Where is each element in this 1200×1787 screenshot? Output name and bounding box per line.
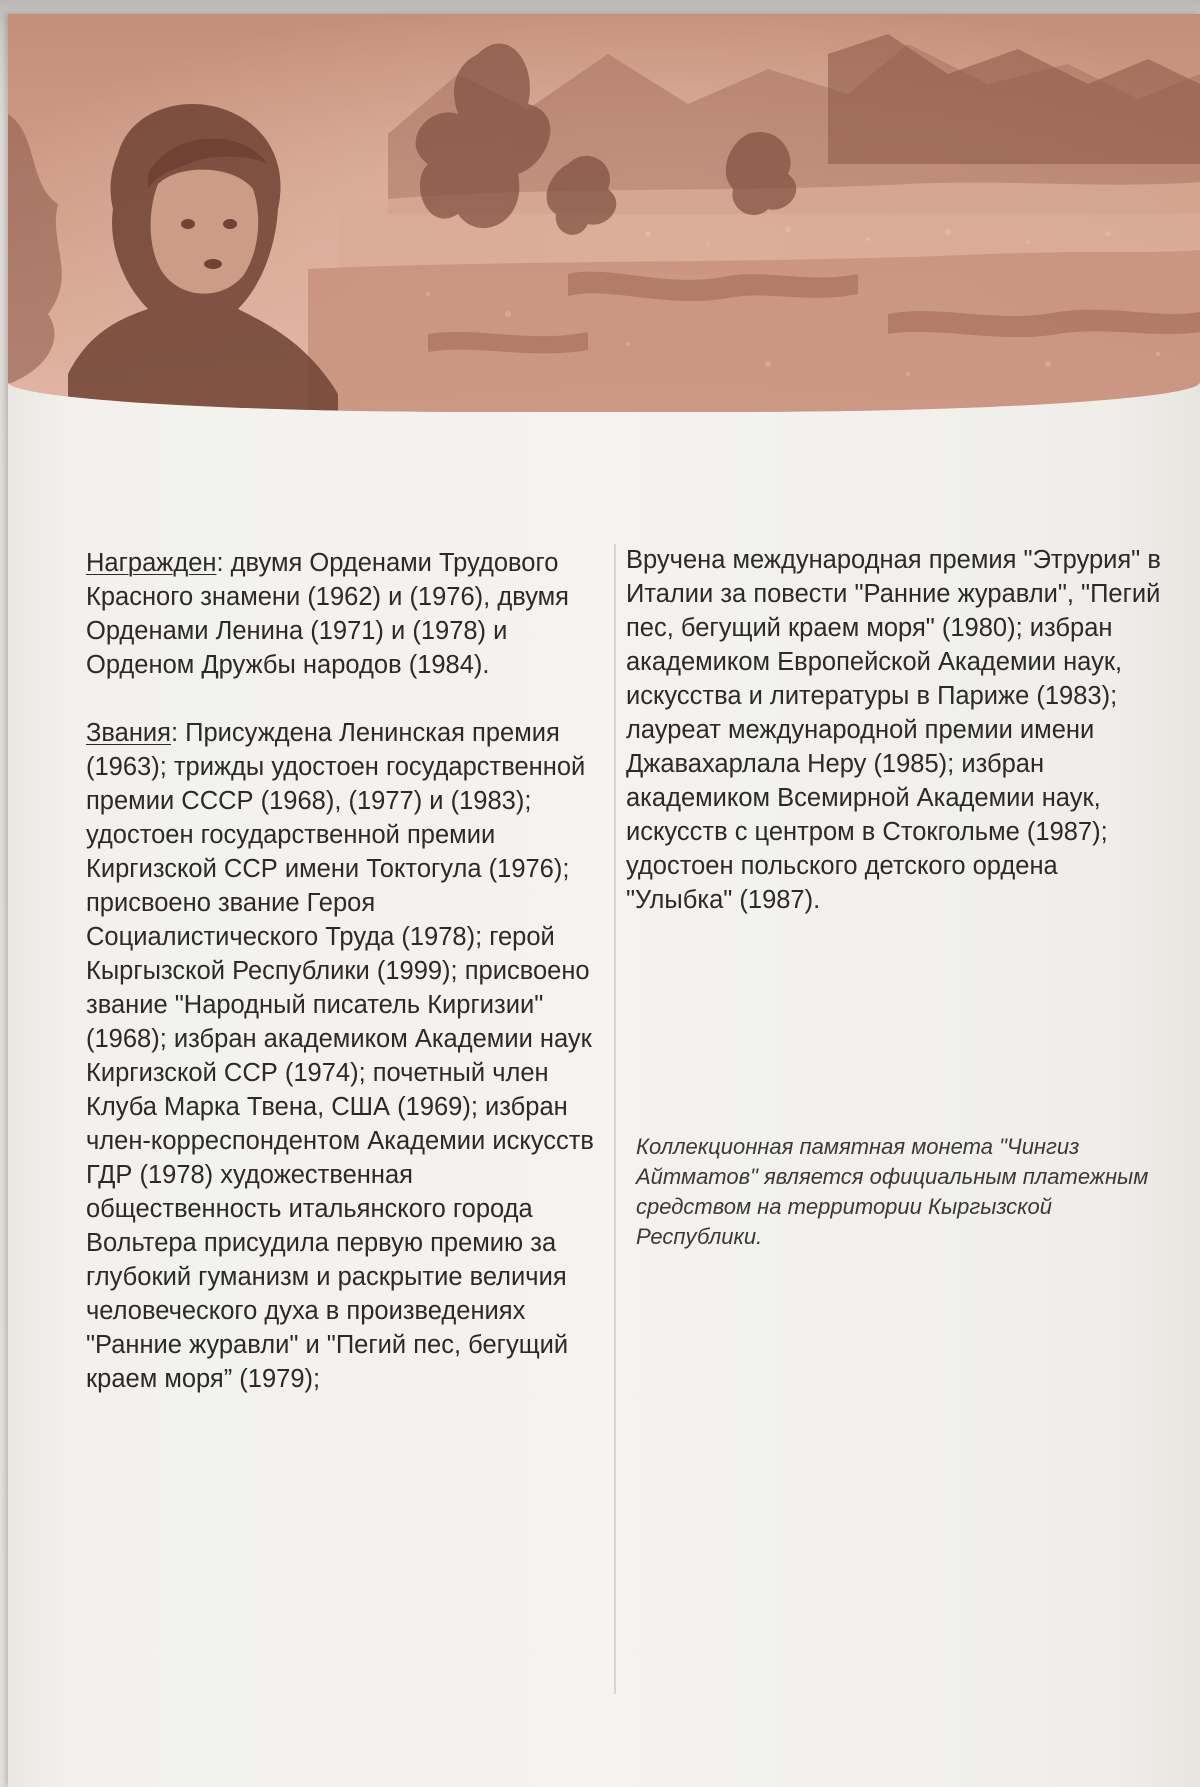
international-awards-paragraph: Вручена международная премия "Этрурия" в Италии за повести "Ранние журавли", "Пегий пес, бегущий краем моря" (1980); избран академиком Европейской Академии наук, искусства и литературы в Париже (1983); лауреат международной премии имени Джавахарлала Неру (1985); избран академиком Всемирной Академии наук, искусств с центром в Стокгольме (1987); удостоен польского детского ордена "Улыбка" (1987). <box>626 546 1161 914</box>
header-photo <box>8 14 1200 412</box>
titles-label: Звания <box>86 719 171 747</box>
titles-paragraph <box>86 716 606 1396</box>
titles-text: : Присуждена Ленинская премия (1963); трижды удостоен государственной премии СССР (1968), (1977) и (1983); удостоен государственной премии Киргизской ССР имени Токтогула (1976); присвоено звание Героя Социалистического Труда (1978); герой Кыргызской Республики (1999); присвоено звание "Народный писатель Киргизии" (1968); избран академиком Академии наук Киргизской ССР (1974); почетный член Клуба Марка Твена, США (1969); избран член-корреспондентом Академии искусств ГДР (1978) художественная общественность итальянского города Вольтера присудила первую премию за глубокий гуманизм и раскрытие величия человеческого духа в произведениях "Ранние журавли" и "Пегий пес, бегущий краем моря” (1979); <box>86 719 594 1393</box>
booklet-page <box>8 14 1200 1787</box>
column-divider <box>614 544 616 1694</box>
awards-text: : двумя Орденами Трудового Красного знамени (1962) и (1976), двумя Орденами Ленина (1971) и (1978) и Орденом Дружбы народов (1984). <box>86 549 569 679</box>
awards-label: Награжден <box>86 549 217 577</box>
left-column <box>86 546 606 1396</box>
right-column <box>626 543 1166 917</box>
coin-note: Коллекционная памятная монета "Чингиз Айтматов" является официальным платежным средством на территории Кыргызской Республики. <box>636 1134 1149 1249</box>
awards-paragraph <box>86 546 606 682</box>
